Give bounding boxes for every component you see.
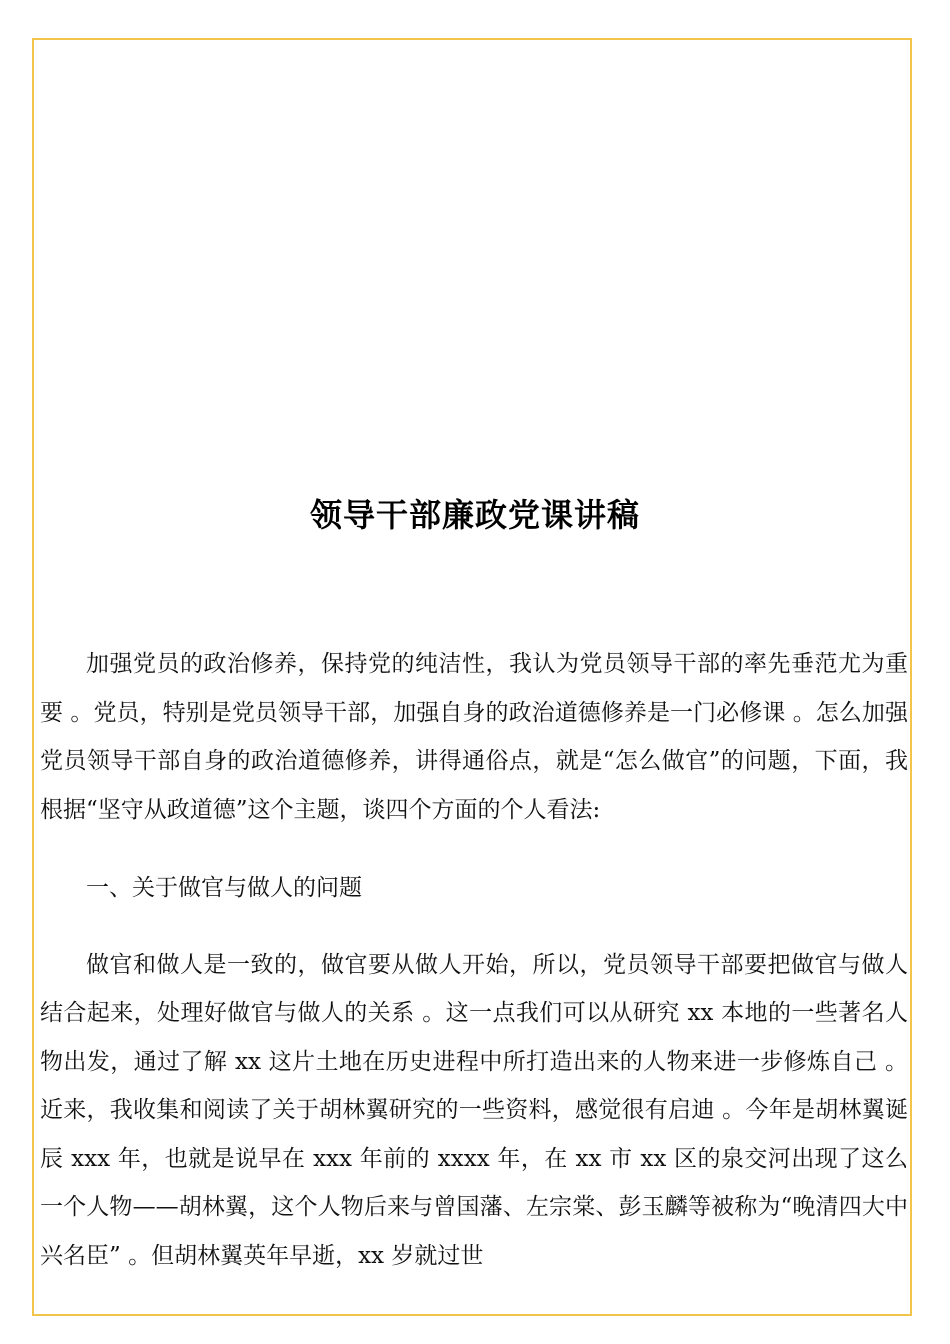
- paragraph-intro: 加强党员的政治修养，保持党的纯洁性，我认为党员领导干部的率先垂范尤为重要 。党员，特别是党员领导干部，加强自身的政治道德修养是一门必修课 。怎么加强党员领导干部自身的政治道德修养，讲得通俗点，就是“怎么做官”的问题，下面，我根据“坚守从政道德”这个主题，谈四个方面的个人看法:: [40, 651, 908, 823]
- document-title: 领导干部廉政党课讲稿: [309, 496, 640, 534]
- section-heading-1: 一、关于做官与做人的问题: [86, 875, 362, 901]
- document-body: [40, 640, 908, 1310]
- paragraph-section-1: 做官和做人是一致的，做官要从做人开始，所以，党员领导干部要把做官与做人结合起来，处理好做官与做人的关系 。这一点我们可以从研究 xx 本地的一些著名人物出发，通过了解 xx 这片土地在历史进程中所打造出来的人物来进一步修炼自己 。近来，我收集和阅读了关于胡林翼研究的一些资料，感觉很有启迪 。今年是胡林翼诞辰 xxx 年，也就是说早在 xxx 年前的 xxxx 年，在 xx 市 xx 区的泉交河出现了这么一个人物——胡林翼，这个人物后来与曾国藩、左宗棠、彭玉麟等被称为“晚清四大中兴名臣” 。但胡林翼英年早逝，xx 岁就过世: [40, 951, 908, 1269]
